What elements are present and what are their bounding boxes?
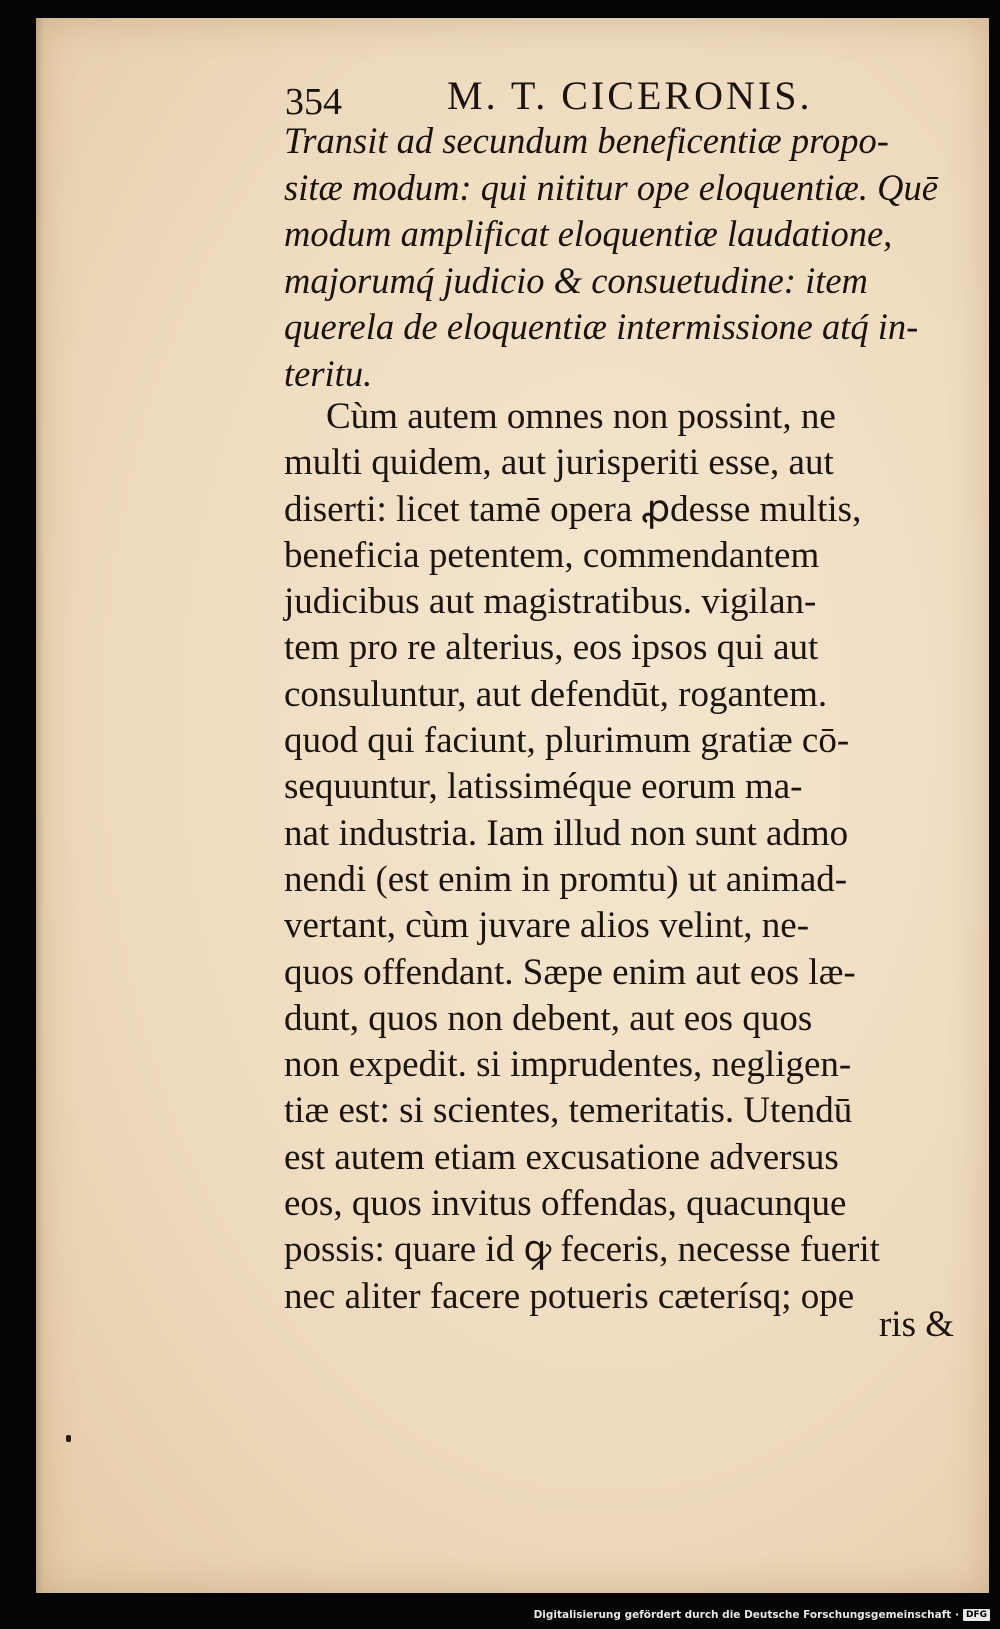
text-line: judicibus aut magistratibus. vigilan-	[284, 581, 817, 623]
text-line: nendi (est enim in promtu) ut animad-	[284, 858, 848, 900]
italic-summary	[284, 118, 964, 397]
summary-line: Transit ad secundum beneficentiæ propo-	[284, 120, 889, 161]
credit-text: Digitalisierung gefördert durch die Deutsche Forschungsgemeinschaft ·	[533, 1609, 959, 1621]
text-line: quos offendant. Sæpe enim aut eos læ-	[284, 951, 856, 993]
summary-line: majorumq́ judicio & consuetudine: item	[284, 259, 868, 301]
text-line: eos, quos invitus offendas, quacunque	[284, 1183, 847, 1225]
text-line: consuluntur, aut defendūt, rogantem.	[284, 673, 828, 715]
text-line: diserti: licet tamē opera ꝓdesse multis,	[284, 488, 862, 530]
page-header	[285, 72, 945, 122]
text-line: tem pro re alterius, eos ipsos qui aut	[284, 627, 819, 669]
text-line: sequuntur, latissiméque eorum ma-	[284, 766, 803, 808]
text-line: multi quidem, aut jurisperiti esse, aut	[284, 442, 834, 484]
main-text	[284, 394, 964, 1320]
text-line: vertant, cùm juvare alios velint, ne-	[284, 905, 810, 947]
text-line: quod qui faciunt, plurimum gratiæ cō-	[284, 720, 850, 762]
summary-line: modum amplificat eloquentiæ laudatione,	[284, 213, 893, 254]
page-number: 354	[285, 81, 342, 123]
running-head: M. T. CICERONIS.	[447, 73, 813, 118]
dfg-logo: DFG	[963, 1609, 990, 1621]
text-line: beneficia petentem, commendantem	[284, 534, 820, 576]
ink-speck	[66, 1435, 71, 1442]
text-line: est autem etiam excusatione adversus	[284, 1136, 839, 1178]
text-line: nec aliter facere potueris cæterísq; ope	[284, 1275, 855, 1317]
digitization-credit	[534, 1609, 990, 1621]
summary-line: teritu.	[284, 352, 373, 394]
text-line: non expedit. si imprudentes, negligen-	[284, 1044, 852, 1086]
text-line: Cùm autem omnes non possint, ne	[326, 396, 836, 437]
page-gutter-shadow	[36, 18, 44, 1593]
summary-line: querela de eloquentiæ intermissione atq́ in-	[284, 306, 919, 347]
catchword: ris &	[878, 1304, 954, 1345]
text-line: tiæ est: si scientes, temeritatis. Utendū	[284, 1090, 853, 1132]
summary-line: sitæ modum: qui nititur ope eloquentiæ. Quē	[284, 166, 938, 208]
text-line: possis: quare id ꝙ feceris, necesse fuerit	[284, 1229, 880, 1271]
text-line: nat industria. Iam illud non sunt admo	[284, 812, 849, 854]
text-line: dunt, quos non debent, aut eos quos	[284, 997, 813, 1039]
